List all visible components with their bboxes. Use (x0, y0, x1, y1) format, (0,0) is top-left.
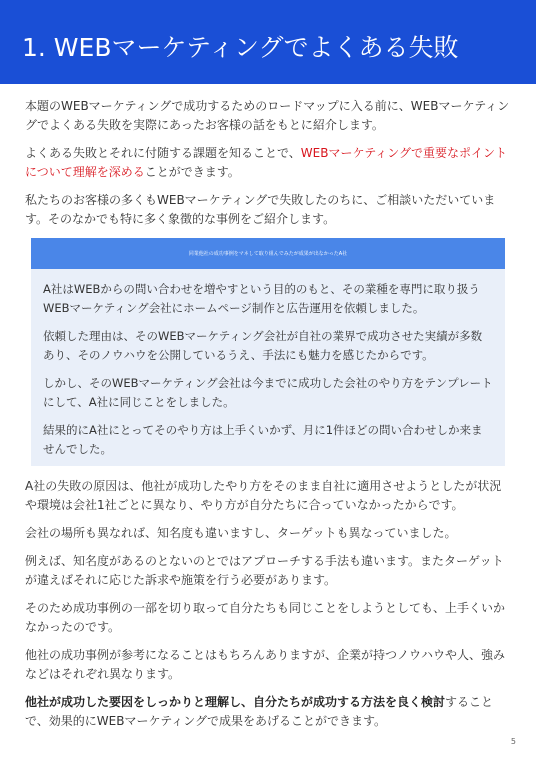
analysis-paragraph: 他社の成功事例が参考になることはもちろんありますが、企業が持つノウハウや人、強みなどはそれぞれ異なります。 (25, 648, 506, 681)
case-study-paragraph: A社はWEBからの問い合わせを増やすという目的のもと、その業種を専門に取り扱うWEBマーケティング会社にホームページ制作と広告運用を依頼しました。 (43, 282, 480, 315)
page-header (0, 0, 536, 84)
case-study-box (31, 238, 505, 466)
page-number: 5 (510, 737, 516, 746)
highlighted-key-point: WEBマーケティングで重要なポイントについて理解を深める (25, 146, 508, 179)
case-study-paragraph: 結果的にA社にとってそのやり方は上手くいかず、月に1件ほどの問い合わせしか来ませんでした。 (43, 423, 483, 456)
conclusion-bold-text: 他社が成功した要因をしっかりと理解し、自分たちが成功する方法を良く検討 (25, 695, 446, 709)
case-study-header (31, 238, 505, 269)
case-study-body (31, 269, 505, 459)
page-title: 1. WEBマーケティングでよくある失敗 (22, 33, 459, 62)
intro-paragraph-2 (25, 144, 513, 182)
conclusion-text: することで、効果的にWEBマーケティングで成果をあげることができます。 (25, 695, 494, 728)
analysis-section (25, 477, 513, 740)
case-study-paragraph: しかし、そのWEBマーケティング会社は今までに成功した会社のやり方をテンプレートにして、A社に同じことをしました。 (43, 376, 493, 409)
intro-section (25, 97, 513, 238)
case-study-paragraph: 依頼した理由は、そのWEBマーケティング会社が自社の業界で成功させた実績が多数あり、そのノウハウを公開しているうえ、手法にも魅力を感じたからです。 (43, 329, 483, 362)
case-study-title: 同業他社の成功事例をマネして取り組んでみたが成果が出なかったA社 (188, 251, 348, 257)
analysis-paragraph: 例えば、知名度があるのとないのとではアプローチする手法も違います。またターゲットが違えばそれに応じた訴求や施策を行う必要があります。 (25, 554, 504, 587)
intro-paragraph-2-tail: ことができます。 (144, 165, 240, 179)
intro-paragraph-1: 本題のWEBマーケティングで成功するためのロードマップに入る前に、WEBマーケティングでよくある失敗を実際にあったお客様の話をもとに紹介します。 (25, 99, 510, 132)
analysis-paragraph: A社の失敗の原因は、他社が成功したやり方をそのまま自社に適用させようとしたが状況や環境は会社1社ごとに異なり、やり方が自分たちに合っていなかったからです。 (25, 479, 502, 512)
intro-paragraph-3: 私たちのお客様の多くもWEBマーケティングで失敗したのちに、ご相談いただいています。そのなかでも特に多く象徴的な事例をご紹介します。 (25, 193, 496, 226)
intro-paragraph-2-text: よくある失敗とそれに付随する課題を知ることで、 (25, 146, 301, 160)
analysis-paragraph: そのため成功事例の一部を切り取って自分たちも同じことをしようとしても、上手くいかなかったのです。 (25, 601, 506, 634)
conclusion-paragraph (25, 693, 513, 731)
analysis-paragraph: 会社の場所も異なれば、知名度も違いますし、ターゲットも異なっていました。 (25, 526, 457, 540)
